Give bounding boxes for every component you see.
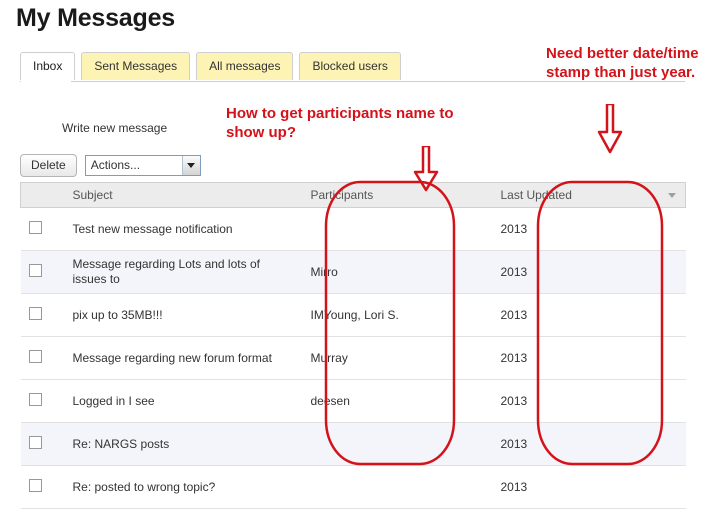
tab-sent-messages[interactable]: Sent Messages	[81, 52, 190, 80]
row-participants	[303, 466, 493, 509]
row-last-updated: 2013	[493, 294, 686, 337]
row-checkbox-cell[interactable]	[21, 294, 65, 337]
row-checkbox-cell[interactable]	[21, 251, 65, 294]
tab-inbox[interactable]: Inbox	[20, 52, 75, 80]
annotation-highlight-participants-column	[322, 178, 462, 468]
chevron-down-icon[interactable]	[182, 156, 200, 175]
tab-blocked-users[interactable]: Blocked users	[299, 52, 400, 80]
sort-descending-icon	[668, 193, 676, 198]
row-checkbox-cell[interactable]	[21, 337, 65, 380]
row-last-updated: 2013	[493, 423, 686, 466]
row-participants: Murray	[303, 337, 493, 380]
column-header-participants[interactable]: Participants	[303, 183, 493, 208]
annotation-date-text: Need better date/time stamp than just year.	[546, 45, 699, 81]
row-checkbox-cell[interactable]	[21, 208, 65, 251]
tab-all-messages[interactable]: All messages	[196, 52, 293, 80]
row-participants: IMYoung, Lori S.	[303, 294, 493, 337]
row-participants: deesen	[303, 380, 493, 423]
row-subject[interactable]: pix up to 35MB!!!	[65, 294, 303, 337]
row-checkbox[interactable]	[29, 350, 42, 363]
column-header-last-updated-label: Last Updated	[500, 188, 572, 202]
row-checkbox-cell[interactable]	[21, 423, 65, 466]
annotation-participants-text: How to get participants name to show up?	[226, 105, 454, 141]
row-subject[interactable]: Re: NARGS posts	[65, 423, 303, 466]
annotation-highlight-last-updated-column	[534, 178, 668, 468]
actions-select[interactable]	[85, 155, 201, 176]
row-last-updated: 2013	[493, 337, 686, 380]
row-last-updated: 2013	[493, 251, 686, 294]
column-header-select[interactable]	[21, 183, 65, 208]
row-checkbox[interactable]	[29, 221, 42, 234]
table-row[interactable]	[21, 466, 686, 509]
row-checkbox[interactable]	[29, 307, 42, 320]
actions-select-value: Actions...	[90, 158, 141, 172]
list-toolbar	[20, 154, 201, 177]
row-checkbox[interactable]	[29, 479, 42, 492]
row-last-updated: 2013	[493, 208, 686, 251]
page-title: My Messages	[16, 4, 175, 32]
row-last-updated: 2013	[493, 466, 686, 509]
tab-bar	[20, 52, 401, 80]
tab-active-connector	[21, 81, 71, 83]
annotation-arrow-date	[580, 104, 640, 156]
delete-button[interactable]: Delete	[20, 154, 77, 177]
row-checkbox-cell[interactable]	[21, 466, 65, 509]
row-checkbox[interactable]	[29, 264, 42, 277]
row-subject[interactable]: Logged in I see	[65, 380, 303, 423]
row-checkbox[interactable]	[29, 436, 42, 449]
row-checkbox-cell[interactable]	[21, 380, 65, 423]
row-subject[interactable]: Message regarding Lots and lots of issues to	[65, 251, 303, 294]
row-subject[interactable]: Re: posted to wrong topic?	[65, 466, 303, 509]
row-checkbox[interactable]	[29, 393, 42, 406]
row-last-updated: 2013	[493, 380, 686, 423]
row-participants: Mirro	[303, 251, 493, 294]
row-subject[interactable]: Test new message notification	[65, 208, 303, 251]
write-new-message-link[interactable]: Write new message	[62, 121, 168, 135]
row-subject[interactable]: Message regarding new forum format	[65, 337, 303, 380]
column-header-subject[interactable]: Subject	[65, 183, 303, 208]
